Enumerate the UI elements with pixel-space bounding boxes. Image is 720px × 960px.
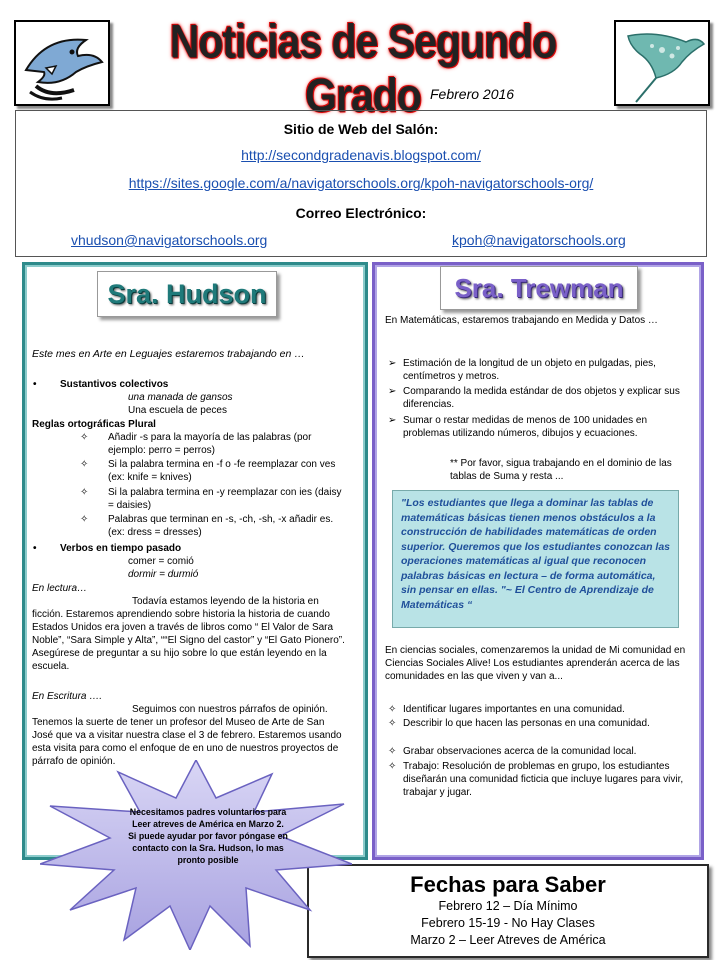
- star-bullet-icon: ✧: [80, 514, 89, 525]
- spelling-rule-1: Añadir -s para la mayoría de las palabras (por ejemplo: perro = perros): [108, 432, 312, 456]
- star-bullet-icon: ✧: [388, 704, 397, 715]
- social-item-1: Identificar lugares importantes en una comunidad.: [403, 704, 625, 715]
- spelling-rule-3: Si la palabra termina en -y reemplazar con ies (daisy = daisies): [108, 487, 342, 511]
- star-bullet-icon: ✧: [80, 432, 89, 443]
- math-quote: "Los estudiantes que llega a dominar las tablas de matemáticas básicas tienen menos obstáculos a la construcción de habilidades matemáticas de orden superior. Queremos que los estudiantes conozcan las operaciones matemáticas al igual que reconocen palabras básicas en lectura – de forma automática, sin pensar en ellas. "~ El Centro de Aprendizaje de Matemáticas “: [401, 497, 670, 611]
- website-info-box: [15, 110, 707, 257]
- hudson-intro: Este mes en Arte en Leguajes estaremos trabajando en …: [32, 348, 305, 360]
- spelling-rule-2: Si la palabra termina en -f o -fe reemplazar con ves (ex: knife = knives): [108, 459, 336, 483]
- arrow-bullet-icon: ➢: [388, 358, 397, 369]
- nouns-heading: Sustantivos colectivos: [60, 379, 169, 390]
- trewman-name-tag: Sra. Trewman: [440, 266, 638, 310]
- important-dates-box: [307, 864, 709, 958]
- class-site-link[interactable]: https://sites.google.com/a/navigatorschools.org/kpoh-navigatorschools-org/: [128, 175, 594, 191]
- reading-text: Todavía estamos leyendo de la historia en ficción. Estaremos aprendiendo sobre historia la historia de cuando Estados Unidos era joven a través de libros como “ El Valor de Sara Noble”, “Sara Simple y Alta”, ““El Signo del castor” y “El Gato Pionero”. Asegúrese de preguntar a su hijo sobre lo que están leyendo en la escuela.: [32, 596, 345, 672]
- star-bullet-icon: ✧: [80, 459, 89, 470]
- spelling-rule-4: Palabras que terminan en -s, -ch, -sh, -x añadir es. (ex: dress = dresses): [108, 514, 334, 538]
- manta-ray-icon: [616, 22, 708, 104]
- website-label: Sitio de Web del Salón:: [283, 121, 439, 137]
- date-item-1: Febrero 12 – Día Mínimo: [438, 899, 578, 913]
- star-bullet-icon: ✧: [80, 487, 89, 498]
- hudson-name-tag: Sra. Hudson: [97, 271, 277, 317]
- writing-label: En Escritura ….: [32, 691, 103, 702]
- math-intro: En Matemáticas, estaremos trabajando en Medida y Datos …: [385, 315, 658, 326]
- shark-icon: [16, 22, 108, 104]
- writing-text: Seguimos con nuestros párrafos de opinión. Tenemos la suerte de tener un profesor del Museo de Arte de San José que va a visitar nuestra clase el 3 de febrero. Estaremos usando esta visita para como el enfoque de en uno de nuestros proyectos de párrafo de opinión.: [32, 704, 342, 767]
- arrow-bullet-icon: ➢: [388, 415, 397, 426]
- star-bullet-icon: ✧: [388, 718, 397, 729]
- shark-logo: [14, 20, 110, 106]
- email-label: Correo Electrónico:: [295, 205, 427, 221]
- dates-heading: Fechas para Saber: [410, 872, 606, 897]
- math-note: ** Por favor, sigua trabajando en el dominio de las tablas de Suma y resta ...: [450, 458, 672, 482]
- star-bullet-icon: ✧: [388, 746, 397, 757]
- social-item-4: Trabajo: Resolución de problemas en grupo, los estudiantes diseñarán una comunidad ficticia que incluye lugares para vivir, trabajar y jugar.: [403, 761, 684, 798]
- manta-ray-logo: [614, 20, 710, 106]
- class-blog-link[interactable]: http://secondgradenavis.blogspot.com/: [241, 147, 481, 163]
- math-item-2: Comparando la medida estándar de dos objetos y explicar sus diferencias.: [403, 386, 680, 410]
- date-item-2: Febrero 15-19 - No Hay Clases: [421, 916, 595, 930]
- issue-date: Febrero 2016: [430, 86, 515, 102]
- social-item-3: Grabar observaciones acerca de la comunidad local.: [403, 746, 637, 757]
- math-item-3: Sumar o restar medidas de menos de 100 unidades en problemas utilizando números, dibujos y ecuaciones.: [403, 415, 648, 439]
- verbs-bullet: •: [33, 543, 37, 554]
- nouns-example-1: una manada de gansos: [128, 392, 233, 403]
- math-quote-box: [392, 490, 679, 628]
- reading-label: En lectura…: [32, 583, 88, 594]
- social-intro: En ciencias sociales, comenzaremos la unidad de Mi comunidad en Ciencias Sociales Alive! Los estudiantes aprenderán acerca de las comunidades en las que viven y van a...: [385, 645, 686, 682]
- nouns-example-2: Una escuela de peces: [128, 405, 227, 416]
- verb-example-2: dormir = durmió: [128, 569, 199, 580]
- math-item-1: Estimación de la longitud de un objeto en pulgadas, pies, centímetros y metros.: [403, 358, 656, 382]
- arrow-bullet-icon: ➢: [388, 386, 397, 397]
- nouns-bullet: •: [33, 379, 37, 390]
- star-bullet-icon: ✧: [388, 761, 397, 772]
- hudson-email-link[interactable]: vhudson@navigatorschools.org: [71, 232, 268, 248]
- verb-example-1: comer = comió: [128, 556, 194, 567]
- newsletter-title: Noticias de Segundo Grado: [169, 14, 557, 122]
- volunteer-message: Necesitamos padres voluntarios para Leer atreves de América en Marzo 2. Si puede ayudar por favor póngase en contacto con la Sra. Hudson, lo mas pronto posible: [128, 807, 288, 865]
- verbs-heading: Verbos en tiempo pasado: [60, 543, 182, 554]
- social-item-2: Describir lo que hacen las personas en una comunidad.: [403, 718, 650, 729]
- kpoh-email-link[interactable]: kpoh@navigatorschools.org: [452, 232, 626, 248]
- spelling-heading: Reglas ortográficas Plural: [32, 419, 156, 430]
- date-item-3: Marzo 2 – Leer Atreves de América: [410, 933, 606, 947]
